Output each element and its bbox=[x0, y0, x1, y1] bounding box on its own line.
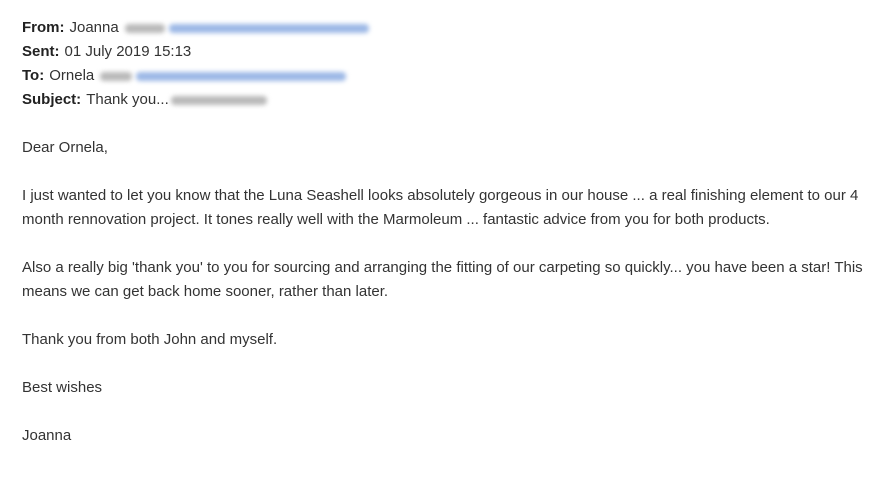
from-row bbox=[22, 16, 882, 40]
sent-label: Sent: bbox=[22, 43, 60, 60]
sent-date: 01 July 2019 15:13 bbox=[64, 43, 192, 60]
to-row bbox=[22, 64, 882, 88]
body-paragraph-1: I just wanted to let you know that the Luna Seashell looks absolutely gorgeous in our house ... a real finishing element to our 4 month rennovation project. It tones really well with the Marmoleum ... fantastic advice from you for both products. bbox=[22, 187, 859, 228]
redacted-sender-address bbox=[169, 24, 369, 33]
subject-label: Subject: bbox=[22, 91, 82, 108]
subject-text: Thank you... bbox=[86, 91, 169, 108]
signature-name: Joanna bbox=[22, 427, 72, 444]
from-label: From: bbox=[22, 19, 65, 36]
recipient-name: Ornela bbox=[49, 67, 95, 84]
redacted-recipient-address bbox=[136, 72, 346, 81]
body-paragraph-2: Also a really big 'thank you' to you for sourcing and arranging the fitting of our carpeting so quickly... you have been a star! This means we can get back home sooner, rather than later. bbox=[22, 259, 863, 300]
to-label: To: bbox=[22, 67, 45, 84]
email-message bbox=[22, 16, 882, 448]
sign-off: Best wishes bbox=[22, 379, 103, 396]
subject-row bbox=[22, 88, 882, 112]
greeting: Dear Ornela, bbox=[22, 139, 108, 156]
redacted-subject-text bbox=[171, 96, 267, 105]
sender-name: Joanna bbox=[69, 19, 119, 36]
body-paragraph-3: Thank you from both John and myself. bbox=[22, 331, 278, 348]
redacted-recipient-surname bbox=[100, 72, 132, 81]
redacted-sender-surname bbox=[125, 24, 165, 33]
sent-row bbox=[22, 40, 882, 64]
